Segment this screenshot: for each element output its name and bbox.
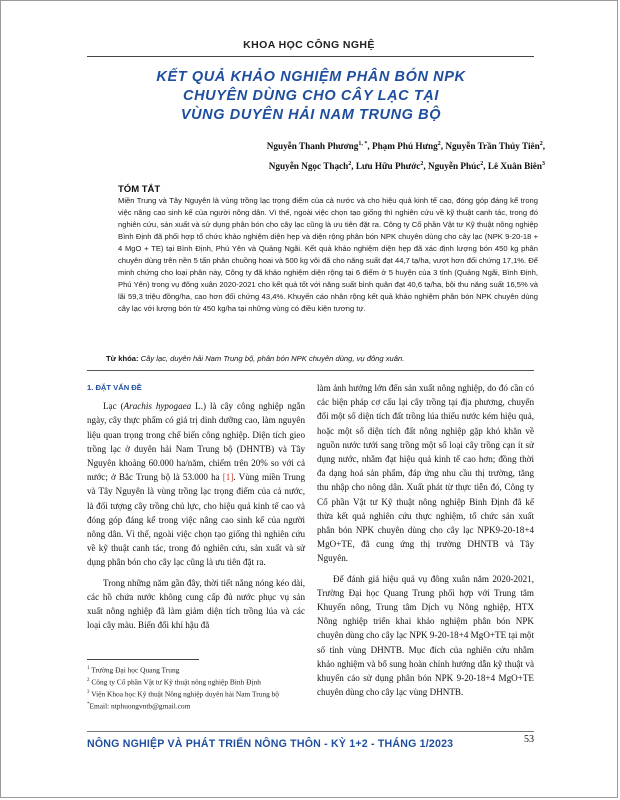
keywords-text: Cây lạc, duyên hải Nam Trung bộ, phân bón NPK chuyên dùng, vụ đông xuân. (138, 354, 405, 363)
title-line-1: KẾT QUẢ KHẢO NGHIỆM PHÂN BÓN NPK (156, 69, 466, 85)
footnote-email: *Email: ntphuongvntb@gmail.com (87, 701, 191, 711)
left-column (87, 381, 305, 638)
author: Lưu Hữu Phước$^2$, (355, 161, 428, 172)
abstract-text: Miền Trung và Tây Nguyên là vùng trồng lạc trọng điểm của cả nước và cho hiệu quả kinh tế cao, đóng góp đáng kể trong việc nâng cao sinh kế của người nông dân. Vì thế, ngoài việc chọn tạo giống thì nghiên cứu về kỹ thuật canh tác, trong đó nghiên cứu, sản xuất và sử dụng phân bón cho cây lạc cũng là ưu tiên đặt ra. Công ty Cổ phần Vật tư Kỹ thuật nông nghiệp Bình Định đã phối hợp tổ chức khảo nghiệm diện hẹp và diện rộng phân bón NPK chuyên dùng cho cây lạc (NPK 9-20-18 + 4 MgO + TE) tại Bình Định, Phú Yên và Quảng Ngãi. Kết quả khảo nghiệm diện hẹp đã xác định lượng bón 450 kg phân chuyên dùng trên nền 5 tấn phân chuồng hoai và 500 kg vôi đã cho năng suất đạt 44,7 tạ/ha, vượt hơn đối chứng 17,1%. Để minh chứng cho loại phân này, Công ty đã khảo nghiệm diện rộng tại 6 điểm ở 5 huyện của 3 tỉnh (Quảng Ngãi, Bình Định, Phú Yên) trong vụ đông xuân 2020-2021 cho kết quả tốt với năng suất bình quân đạt 40,6 tạ/ha, bội thu năng suất 16,5% và lãi 59,3 triệu đồng/ha, cao hơn đối chứng 43,4%. Khuyến cáo nhân rộng kết quả khảo nghiệm phân bón NPK chuyên dùng cây lạc với lượng bón từ 450 kg/ha tại những vùng có điều kiện tương tự. (118, 196, 538, 313)
title-line-2: CHUYÊN DÙNG CHO CÂY LẠC TẠI (183, 88, 439, 104)
article-title (61, 68, 561, 125)
keywords-label: Từ khóa: (106, 354, 139, 363)
header-rule (87, 56, 534, 57)
paragraph-2: Trong những năm gần đây, thời tiết nắng nóng kéo dài, các hồ chứa nước không cung cấp đủ nước phục vụ sản xuất nông nghiệp đã làm giảm diện tích trồng lúa và các loại cây màu. Biến đổi khí hậu đã (87, 577, 305, 631)
paragraph-1: Lạc (Arachis hypogaea L.) là cây công nghiệp ngắn ngày, cây thực phẩm có giá trị dinh dưỡng cao, làm nguyên liệu quan trọng trong chế biến công nghiệp. Diện tích gieo trồng lạc ở duyên hải Nam Trung bộ (DHNTB) và Tây Nguyên khoảng 60.000 ha/năm, chiếm trên 20% so với cả nước; ở Bắc Trung bộ là 53.000 ha [1]. Vùng miền Trung và Tây Nguyên là vùng trồng lạc trọng điểm của cả nước, là đối tượng cây trồng chủ lực, cho hiệu quả kinh tế cao và đóng góp đáng kể trong việc nâng cao sinh kế của người nông dân. Vì thế, ngoài việc chọn tạo giống thì nghiên cứu về kỹ thuật canh tác, trong đó nghiên cứu, sản xuất và sử dụng phân bón cho cây lạc cũng là ưu tiên đặt ra. (87, 401, 306, 568)
author: Nguyễn Thanh Phương$^{1, *}$, (266, 141, 372, 152)
species-name: Arachis hypogaea (123, 401, 192, 412)
footnote-rule (87, 659, 199, 660)
author: Lê Xuân Biên$^3$ (487, 161, 545, 172)
journal-footer: NÔNG NGHIỆP VÀ PHÁT TRIỂN NÔNG THÔN - KỲ 1+2 - THÁNG 1/2023 (87, 738, 454, 750)
abstract-heading: TÓM TẮT (118, 184, 161, 195)
footnote: $^1$ Trường Đại học Quang Trung (87, 665, 180, 675)
author: Nguyễn Ngọc Thạch$^2$, (268, 161, 356, 172)
author: Nguyễn Phúc$^2$, (427, 161, 488, 172)
footnote: $^3$ Viện Khoa học Kỹ thuật Nông nghiệp duyên hải Nam Trung bộ (87, 689, 280, 699)
paragraph-3: làm ảnh hưởng lớn đến sản xuất nông nghiệp, do đó cần có các biện pháp cơ cấu lại cây trồng tại địa phương, chuyển đổi một số diện tích đất trồng lúa thiếu nước kém hiệu quả, hoặc một số diện tích đất nông nghiệp gặp khó khăn về nguồn nước tưới sang trồng một số loại cây trồng cạn ít sử dụng nước, nhằm đạt hiệu quả kinh tế cao hơn; đồng thời đa dạng hoá sản phẩm, đáp ứng nhu cầu thị trường, tăng thu nhập cho nông dân. Xuất phát từ thực tiễn đó, Công ty Cổ phần Vật tư Kỹ thuật nông nghiệp Bình Định đã kế thừa kết quả nghiên cứu thực nghiệm, tổ chức sản xuất phân bón NPK chuyên dùng cho cây lạc NPK9-20-18+4 MgO+TE, đã cung ứng thị trường DHNTB và Tây Nguyên. (317, 383, 534, 564)
page-number: 53 (524, 734, 534, 745)
abstract-rule (87, 370, 534, 371)
right-column (317, 381, 534, 705)
section-label: KHOA HỌC CÔNG NGHỆ (243, 39, 375, 51)
footnotes (87, 664, 305, 712)
author: Nguyễn Trần Thủy Tiên$^2$, (445, 141, 545, 152)
title-line-3: VÙNG DUYÊN HẢI NAM TRUNG BỘ (180, 107, 442, 123)
citation-link[interactable]: [1] (222, 472, 234, 483)
footer-rule (87, 731, 534, 732)
author-list (85, 135, 545, 175)
section-heading: 1. ĐẶT VẤN ĐỀ (87, 383, 142, 392)
footnote: $^2$ Công ty Cổ phần Vật tư Kỹ thuật nông nghiệp Bình Định (87, 677, 261, 687)
author: Phạm Phú Hưng$^2$, (371, 141, 446, 152)
keywords (106, 353, 546, 364)
paragraph-4: Để đánh giá hiệu quả vụ đông xuân năm 2020-2021, Trường Đại học Quang Trung phối hợp với Trung tâm Khuyến nông, Trung tâm Dịch vụ Nông nghiệp, HTX Nông nghiệp triển khai khảo nghiệm phân bón NPK chuyên dùng cho cây lạc NPK 9-20-18+4 MgO+TE tại một số tỉnh vùng DHNTB. Mục đích của nghiên cứu nhằm khảo nghiệm và bổ sung hoàn chỉnh hướng dẫn kỹ thuật và khuyến cáo sử dụng phân bón NPK 9-20-18+4 MgO+TE chuyên dùng cho cây lạc vùng DHNTB. (317, 573, 534, 698)
